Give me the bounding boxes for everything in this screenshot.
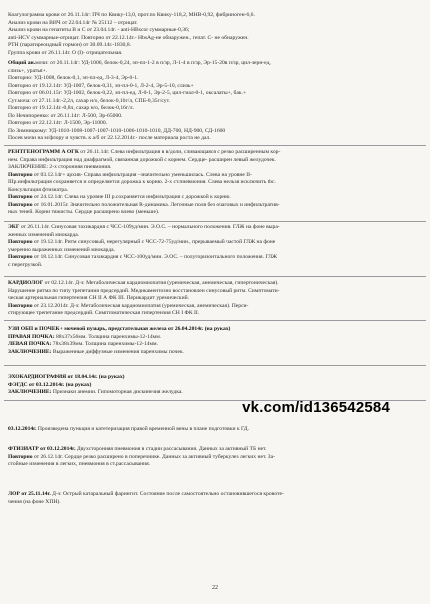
text-line: PTH (паратиреоидный гормон) от 30.09.14г.-1830,8. [8, 42, 132, 48]
text-line [8, 341, 424, 349]
text-line [8, 164, 424, 172]
text-line [8, 105, 424, 113]
line-text: IIIр.инфильтрация сохраняется и определяется дорожка к корню. 2-х ст.пневмония. Слева нельзя исключить tbc. [8, 179, 276, 185]
text-line [8, 68, 424, 76]
line-text: Консультация фтизиатра. [8, 186, 69, 193]
line-text: от 16.01.2015г. Значительно положительная R-динамика. Легочные поля без очаговых и инфильтратив- [32, 201, 280, 208]
cardiologist-section [8, 280, 424, 318]
text-line [8, 499, 424, 507]
text-line [8, 288, 424, 296]
line-heading: 03.12.2014г. [8, 426, 37, 432]
text-line [8, 454, 424, 462]
text-line [8, 75, 424, 83]
text-line: Коагулограмма крови от 26.11.14г: ПЧ по Квику-13,0, прот.по Квику-118,2, МНВ-0,92, фибриноген-6,6. [8, 12, 255, 18]
line-text: По Нечипоренко: от 26.11.14г: Л-500, Эр-65000. [8, 112, 123, 119]
line-heading: Повторно [8, 171, 33, 178]
line-text: Сут.моча: от 27.11.14г.-2,2л, сахар н/о, белок-0,16г/л, СПБ-0,35г/сут. [8, 97, 171, 104]
line-text: стирующее трепетание предсердий. Симптоматическая гипертензия СН I ФК II. [8, 310, 200, 316]
line-text: По Зимницкому: УД-1010-1008-1007-1007-1010-1006-1010-1010, ДД-700, НД-900, СД-1600 [8, 127, 226, 134]
divider [4, 221, 426, 222]
line-text: от 03.12.14г+ архив- Справа инфильтрация –значительно уменьшилась. Слева на уровне II- [32, 171, 252, 178]
line-text: Д-з: Острый катаральный фарингит. Состояние после самостоятельно остановившегося кровоте- [50, 491, 284, 497]
watermark: vk.com/id136542584 [242, 399, 390, 416]
line-text: чения (на фоне ХПН). [8, 498, 61, 505]
lab-results [8, 12, 424, 57]
line-text: от 23.12.2014г. Д-з: Метаболическая кардиомиопатия (уремическая, анемическая). Перси- [32, 302, 249, 309]
text-line [8, 254, 424, 262]
line-text: от 02.12.14г. Д-з: Метаболическая кардиомиопатия (уремическая, анемическая, гипертоническая). [43, 280, 279, 286]
line-heading: ФТИЗИАТР от 03.12.2014г. [8, 446, 76, 452]
text-line [8, 334, 424, 342]
text-line [8, 194, 424, 202]
text-line [8, 60, 424, 68]
line-heading: ЛЕВАЯ ПОЧКА: [8, 341, 52, 347]
ent-section [8, 491, 424, 506]
text-line [8, 187, 424, 195]
text-line [8, 209, 424, 217]
line-text: Произведена пункция и катетеризация правой временной вены в плане подготовки к ГД. [36, 426, 250, 432]
line-text: от 26.11.14г. Слева инфильтрация в в/доли, сливающаяся с резко расширенным кор- [78, 149, 281, 155]
text-line [8, 120, 424, 128]
text-line [8, 232, 424, 240]
line-heading: ФЭГДС от 03.12.2014г. (на руках) [8, 381, 92, 388]
text-line [8, 461, 424, 469]
text-line [8, 262, 424, 270]
line-text: нем. Справа инфильтрация над диафрагмой, связанная дорожкой с корнем. Сердце- расширен левый желудочек. [8, 156, 276, 163]
line-heading: ЛОР от 25.11.14г. [8, 491, 51, 497]
line-heading: Повторно [8, 194, 33, 200]
text-line [8, 349, 424, 357]
text-line [8, 382, 424, 390]
urinalysis-section [8, 60, 424, 143]
line-text: Признаки анемии. Гипомоторная дискинезия желудка. [51, 389, 183, 395]
line-text: от 26.11.14г. Синусовая тахикардия с ЧСС-109уд/мин. Э.О.С. – нормального положения. ГЛЖ на фоне выра- [19, 224, 280, 230]
text-line [8, 491, 424, 499]
line-text: ческая артериальная гипертензия СН II А ФК III. Перикардит уремический. [8, 295, 189, 301]
line-text: Двухсторонняя пневмония в стадии рассасывания. Данных за активный ТБ нет. [75, 446, 267, 452]
page-number: 22 [212, 585, 218, 591]
line-text: слизь+, уратыt+. [8, 67, 48, 74]
text-line [8, 128, 424, 136]
line-text: от 18.12.14г. Синусовая тахикардия с ЧСС-100уд/мин. Э.ОС. – полугоризонтального положения. ГЛЖ [32, 254, 278, 260]
text-line: anti-HCV суммарные-отрицат. Повторно от 22.12.14г.- HbsAg-не обнаружен., гепат. С- не обнаружен. [8, 34, 249, 41]
text-line [8, 446, 424, 454]
line-text: Повторно: УД-1008, белок-0,1, эп-пл-ед, Л-3-4, Эр-0-1. [8, 75, 139, 81]
line-heading: Повторно [8, 302, 33, 309]
text-line [8, 83, 424, 91]
line-text: умеренно выраженных изменений миокарда. [8, 246, 115, 253]
divider [4, 320, 426, 321]
text-line: Группа крови от 26.11.14г. О (I)- отрицательная. [8, 49, 123, 56]
line-text: Нарушение ритма по типу трепетания предсердий. Медикаментозно восстановлен синусовый ритм. Симптомати- [8, 287, 280, 294]
text-line [8, 202, 424, 210]
line-text: женных изменений миокарда. [8, 231, 80, 238]
xray-section [8, 149, 424, 217]
line-text: ЗАКЛЮЧЕНИЕ: 2-х сторонняя пневмония. [8, 164, 112, 170]
line-heading: Повторно [8, 201, 33, 208]
text-line [8, 113, 424, 121]
text-line [8, 389, 424, 397]
text-line [8, 247, 424, 255]
line-heading: РЕНТГЕНОГРАММ А ОГК [8, 149, 79, 155]
ultrasound-section [8, 326, 424, 356]
line-heading: КАРДИОЛОГ [8, 280, 44, 286]
text-line [8, 172, 424, 180]
line-text: Повторно от 19.12.14г.-0,8л, сахар н/о, белок-0,16г/л. [8, 105, 134, 111]
divider [4, 276, 426, 277]
line-heading: Повторно [8, 254, 33, 260]
text-line [8, 149, 424, 157]
text-line [8, 310, 424, 318]
line-text: с перегрузкой. [8, 261, 43, 268]
text-line [8, 326, 424, 334]
line-heading: Общий ан. [8, 60, 36, 66]
text-line [8, 179, 424, 187]
phthisiatrician-section [8, 446, 424, 469]
line-text: Повторно от 19.12.14г: УД-1007, белок-0,31, эп-пл-0-1, Л-2-4, Эр-5-10, слизь+ [8, 82, 194, 89]
line-text: Повторно от 22.12.14г: Л-1500, Эр-11000. [8, 120, 108, 126]
procedure-section [8, 426, 424, 434]
line-text: 78х38х39мм. Толщина паренхимы-12-14мм. [51, 341, 158, 347]
line-text: Посев мочи на м/флору и чувств. к а/б от 22.12.2014г.- после материала роста не дал. [8, 135, 211, 141]
line-heading: ЭКГ [8, 224, 20, 230]
text-line [8, 426, 424, 434]
text-line [8, 98, 424, 106]
line-text: 88х37х56мм. Толщина паренхимы-12-14мм. [54, 333, 162, 340]
line-text: ных теней. Корни тяжисты. Сердце расширено влево (меньше). [8, 209, 160, 215]
text-line [8, 90, 424, 98]
text-line [8, 239, 424, 247]
text-line [8, 280, 424, 288]
text-line [8, 374, 424, 382]
ecg-section [8, 224, 424, 269]
line-text: от 24.12.14г. Слева на уровне III р.сохраняется инфильтрация с дорожкой к корню. [32, 194, 231, 200]
text-line [8, 303, 424, 311]
line-heading: ЭХОКАРДИОГРАФИЯ от 18.04.14г. (на руках) [8, 374, 125, 380]
line-text: стойные изменения в легких, пневмония в ст.рассасывания. [8, 461, 151, 467]
line-text: от 26.12.14г. Сердце резко расширено в поперечнике. Данных за активный туберкулез легких нет. За- [32, 453, 275, 460]
text-line [8, 157, 424, 165]
line-heading: Повторно [8, 453, 33, 460]
line-heading: ЗАКЛЮЧЕНИЕ: [8, 389, 52, 395]
echo-fegds-section [8, 374, 424, 397]
divider [4, 145, 426, 146]
divider [4, 365, 426, 366]
text-line [8, 295, 424, 303]
text-line [8, 135, 424, 143]
line-text: от 19.12.14г. Ритм синусовый, нерегулярный с ЧСС-72-75уд/мин., прерываемый частой ГЛЖ на фоне [32, 239, 276, 245]
line-heading: УЗИ ОБП и ПОЧЕК+ мочевой пузырь, предстательная железа от 26.04.2014г. (на руках) [8, 326, 231, 332]
text-line: Анализ крови на ВИЧ от 22.04.14г № 25112 – отрицат. [8, 19, 138, 26]
line-text: мочи: от 26.11.14г: УД-1006, белок-0,24, эп-пл-1-2 в п/зр, Л-1-4 в п/зр, Эр-15-20в п/зр, цил-зерн-ед, [35, 60, 271, 66]
line-text: Выраженные диффузные изменения паренхимы почек. [51, 348, 184, 355]
line-heading: ЗАКЛЮЧЕНИЕ: [8, 348, 52, 355]
text-line: Анализ крови на гепатиты В и С от 23.04.14г. - anti-HBscor суммарные-0,36; [8, 27, 190, 33]
text-line [8, 224, 424, 232]
line-heading: Повторно [8, 239, 33, 245]
line-text: Повторно от 06.01.15г: УД-1002, белок-0,22, эп-пл-ед, Л-0-1, Эр-2-5, цил-гиал-0-1, оксалаты+, бак.+ [8, 90, 247, 96]
line-heading: ПРАВАЯ ПОЧКА: [8, 333, 55, 340]
